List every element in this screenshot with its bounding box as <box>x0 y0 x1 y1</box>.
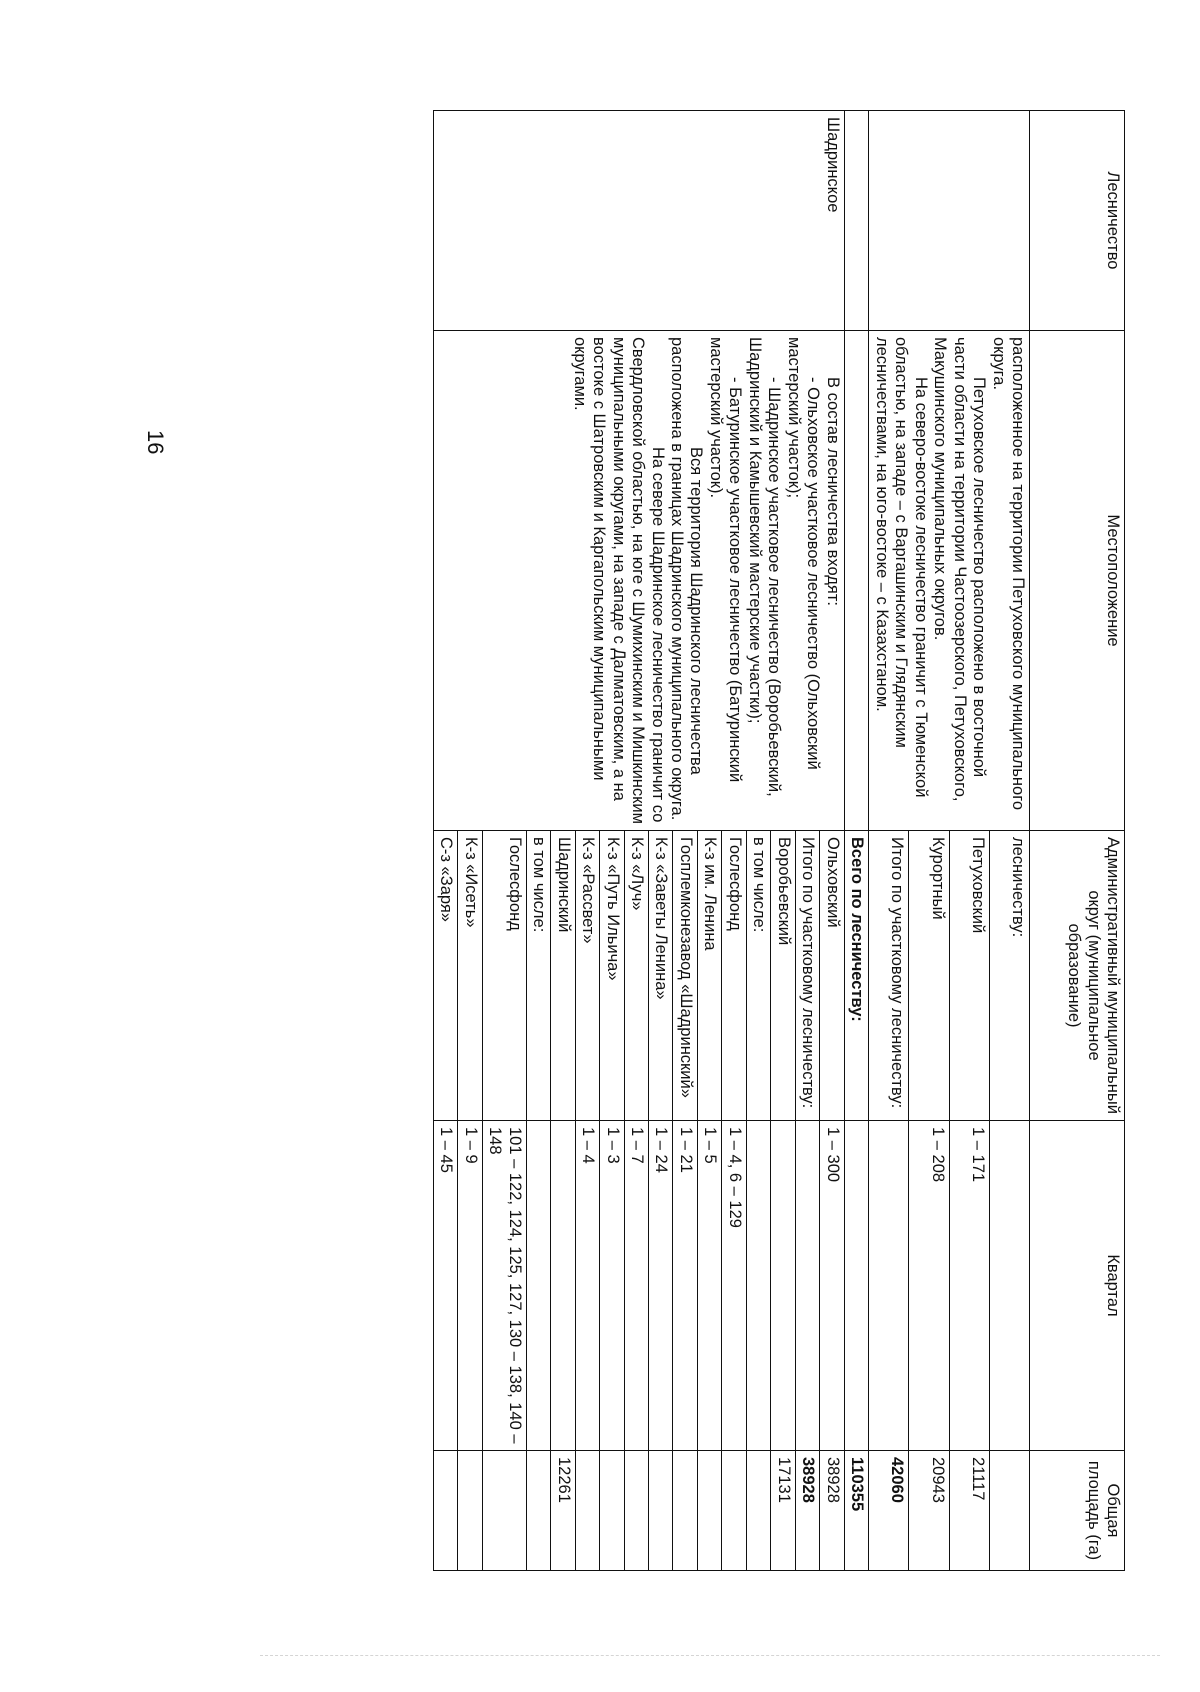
district-cell: К-з «Рассвет» <box>575 831 599 1121</box>
desc-line: На севере Шадринское лесничество граничит со Свердловской областью, на юге с Шумихинским и Мишкинским муниципальными округами, на западе с Далматовским, а на востоке с Шатровским и Каргапольским муниципальными округами. <box>570 337 667 824</box>
header-forestry: Лесничество <box>1030 111 1125 331</box>
forestry-table <box>433 110 1125 1571</box>
district-cell: Госплемконезавод «Шадринский» <box>673 831 697 1121</box>
table-header-row <box>1030 111 1125 1571</box>
area-cell <box>673 1451 697 1571</box>
area-cell: 38928 <box>795 1451 819 1571</box>
total-area: 110355 <box>844 1451 868 1571</box>
district-cell: С-з «Заря» <box>433 831 457 1121</box>
table-row <box>989 111 1029 1571</box>
header-location: Местоположение <box>1030 331 1125 831</box>
area-cell <box>458 1451 482 1571</box>
shadrinsk-description <box>433 331 844 831</box>
desc-line: В состав лесничества входят: <box>823 377 842 607</box>
area-cell <box>433 1451 457 1571</box>
petukhovo-description <box>869 331 1030 831</box>
total-row <box>844 111 868 1571</box>
quarter-cell: 1 – 5 <box>697 1121 721 1451</box>
area-cell: 17131 <box>771 1451 795 1571</box>
quarter-cell: 1 – 3 <box>600 1121 624 1451</box>
empty-cell <box>844 1121 868 1451</box>
district-cell: Шадринский <box>551 831 575 1121</box>
area-cell <box>697 1451 721 1571</box>
quarter-cell: 1 – 4, 6 – 129 <box>722 1121 746 1451</box>
empty-cell <box>844 111 868 331</box>
area-cell <box>989 1451 1029 1571</box>
area-cell: 12261 <box>551 1451 575 1571</box>
quarter-cell <box>746 1121 770 1451</box>
shadrinsk-forestry-name: Шадринское <box>433 111 844 331</box>
district-cell: Итого по участковому лесничеству: <box>869 831 909 1121</box>
quarter-cell: 1 – 171 <box>949 1121 989 1451</box>
area-cell <box>600 1451 624 1571</box>
area-cell <box>526 1451 550 1571</box>
quarter-cell: 1 – 24 <box>649 1121 673 1451</box>
district-cell: К-з «Исеть» <box>458 831 482 1121</box>
district-cell: К-з «Луч» <box>624 831 648 1121</box>
district-cell: Воробьевский <box>771 831 795 1121</box>
header-area: Общая площадь (га) <box>1030 1451 1125 1571</box>
empty-cell <box>844 331 868 831</box>
district-cell: Ольховский <box>820 831 844 1121</box>
quarter-cell <box>795 1121 819 1451</box>
quarter-cell: 1 – 9 <box>458 1121 482 1451</box>
desc-line: Петуховское лесничество расположено в восточной части области на территории Частоозерского, Петуховского, Макушинского муниципальных округов. <box>931 337 989 802</box>
scan-artifact-line <box>260 1655 1160 1658</box>
area-cell: 38928 <box>820 1451 844 1571</box>
quarter-cell: 1 – 7 <box>624 1121 648 1451</box>
district-cell: К-з «Путь Ильича» <box>600 831 624 1121</box>
district-cell: в том числе: <box>526 831 550 1121</box>
table-row <box>820 111 844 1571</box>
desc-line: Вся территория Шадринского лесничества расположена в границах Шадринского муниципального округа. <box>668 337 706 821</box>
desc-line: - Ольховское участковое лесничество (Ольховский мастерский участок); <box>784 337 823 770</box>
district-cell: Итого по участковому лесничеству: <box>795 831 819 1121</box>
district-cell: Гослесфонд <box>482 831 526 1121</box>
quarter-cell: 1 – 21 <box>673 1121 697 1451</box>
quarter-cell <box>551 1121 575 1451</box>
area-cell <box>575 1451 599 1571</box>
district-cell: Гослесфонд <box>722 831 746 1121</box>
desc-line: - Батуринское участковое лесничество (Батуринский мастерский участок). <box>706 337 745 783</box>
header-quarter: Квартал <box>1030 1121 1125 1451</box>
district-cell: лесничеству: <box>989 831 1029 1121</box>
header-district: Административный муниципальный округ (муниципальное образование) <box>1030 831 1125 1121</box>
quarter-cell: 1 – 208 <box>909 1121 949 1451</box>
district-cell: Курортный <box>909 831 949 1121</box>
district-cell: в том числе: <box>746 831 770 1121</box>
quarter-cell <box>526 1121 550 1451</box>
quarter-cell <box>869 1121 909 1451</box>
district-cell: Петуховский <box>949 831 989 1121</box>
area-cell <box>624 1451 648 1571</box>
total-label: Всего по лесничеству: <box>844 831 868 1121</box>
quarter-cell: 1 – 4 <box>575 1121 599 1451</box>
area-cell <box>649 1451 673 1571</box>
area-cell: 21117 <box>949 1451 989 1571</box>
district-cell: К-з «Заветы Ленина» <box>649 831 673 1121</box>
petukhovo-forestry-cell <box>869 111 1030 331</box>
quarter-cell <box>989 1121 1029 1451</box>
area-cell <box>722 1451 746 1571</box>
area-cell <box>482 1451 526 1571</box>
area-cell <box>746 1451 770 1571</box>
desc-line: - Шадринское участковое лесничество (Воробьевский, Шадринский и Камышевский мастерские участки); <box>745 337 784 797</box>
desc-line: расположенное на территории Петуховского муниципального округа. <box>989 337 1027 811</box>
area-cell: 42060 <box>869 1451 909 1571</box>
quarter-cell: 101 – 122, 124, 125, 127, 130 – 138, 140 – 148 <box>482 1121 526 1451</box>
desc-line: На северо-востоке лесничество граничит с Тюменской областью, на западе – с Варгашинским и Глядянским лесничествами, на юго-востоке – с Казахстаном. <box>872 337 930 798</box>
district-cell: К-з им. Ленина <box>697 831 721 1121</box>
area-cell: 20943 <box>909 1451 949 1571</box>
page-number: 16 <box>143 430 168 455</box>
quarter-cell: 1 – 45 <box>433 1121 457 1451</box>
quarter-cell: 1 – 300 <box>820 1121 844 1451</box>
rotated-table-container <box>185 110 1125 1570</box>
quarter-cell <box>771 1121 795 1451</box>
